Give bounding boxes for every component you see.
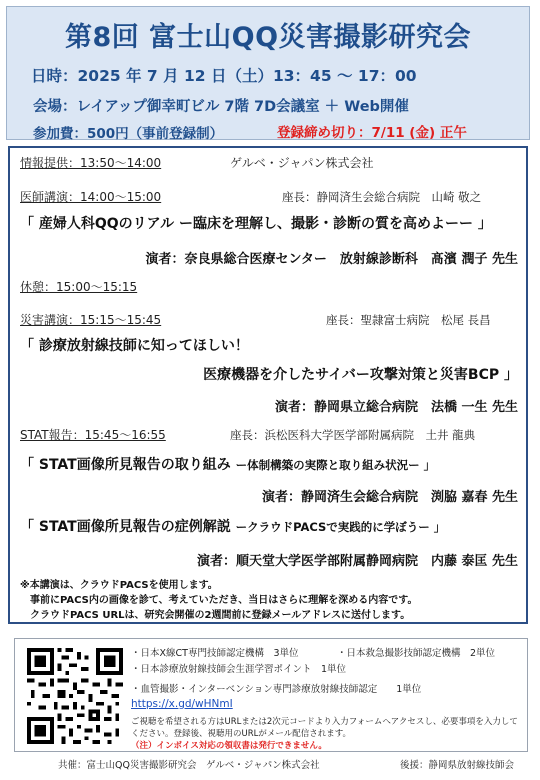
lecture4-title-sub: ークラウドPACSで実践的に学ぼうー 」 xyxy=(235,520,446,534)
lecture1-label: 医師講演：14:00～15:00 xyxy=(20,190,162,204)
event-venue: 会場：レイアップ御幸町ビル 7階 7D会議室 ＋ Web開催 xyxy=(33,99,409,115)
info-session-company: ゲルベ・ジャパン株式会社 xyxy=(230,156,374,170)
lecture3-title xyxy=(20,454,435,474)
note-line1: ※本講演は、クラウドPACSを使用します。 xyxy=(20,580,218,591)
footer-organizers: 共催：富士山QQ災害撮影研究会 ゲルベ・ジャパン株式会社 xyxy=(58,760,320,771)
lecture3-chair: 座長：浜松医科大学医学部附属病院 土井 龍典 xyxy=(230,428,476,442)
lecture4-title-main: 「 STAT画像所見報告の症例解説 xyxy=(20,519,231,535)
lecture3-speaker: 演者：静岡済生会総合病院 渕脇 嘉春 先生 xyxy=(261,490,518,505)
note-line3: クラウドPACS URLは、研究会開催の2週間前に登録メールアドレスに送付します。 xyxy=(30,610,411,621)
registration-desc-line2: ください。登録後、視聴用のURLがメール配信されます。 xyxy=(131,729,352,739)
note-line2: 事前にPACS内の画像を診て、考えていただき、当日はさらに理解を深める内容です。 xyxy=(30,595,418,606)
invoice-warning: （注）インボイス対応の領収書は発行できません。 xyxy=(131,741,327,751)
lecture1-chair: 座長：静岡済生会総合病院 山崎 敬之 xyxy=(282,190,482,204)
lecture3-title-main: 「 STAT画像所見報告の取り組み xyxy=(20,457,231,473)
lecture2-chair: 座長：聖隷富士病院 松尾 長昌 xyxy=(326,313,491,327)
footer-support: 後援：静岡県放射線技師会 xyxy=(400,760,515,771)
lecture2-speaker: 演者：静岡県立総合病院 法橋 一生 先生 xyxy=(274,400,518,415)
credit-angio: ・血管撮影・インターベンション専門診療放射線技師認定 1単位 xyxy=(131,684,422,695)
credit-ct: ・日本X線CT専門技師認定機構 3単位 xyxy=(131,648,299,659)
credit-lifelong: ・日本診療放射線技師会生涯学習ポイント 1単位 xyxy=(131,664,347,675)
lecture1-speaker: 演者：奈良県総合医療センター 放射線診断科 髙濱 潤子 先生 xyxy=(145,252,518,267)
lecture3-title-sub: ー体制構築の実際と取り組み状況ー 」 xyxy=(235,458,436,472)
credit-emergency: ・日本救急撮影技師認定機構 2単位 xyxy=(337,648,496,659)
registration-box xyxy=(14,638,528,752)
break-label: 休憩：15:00～15:15 xyxy=(20,280,138,294)
lecture4-title xyxy=(20,516,445,536)
info-session-label: 情報提供：13:50～14:00 xyxy=(20,156,162,170)
event-title: 第8回 富士山QQ災害撮影研究会 xyxy=(64,22,472,53)
lecture3-label: STAT報告：15:45～16:55 xyxy=(20,428,166,442)
registration-deadline: 登録締め切り：7/11 (金) 正午 xyxy=(277,125,467,141)
lecture2-label: 災害講演：15:15～15:45 xyxy=(20,313,162,327)
program-box xyxy=(8,146,528,624)
lecture2-title-line1: 「 診療放射線技師に知ってほしい！ xyxy=(20,338,249,354)
event-datetime: 日時：2025 年 7 月 12 日（土）13：45 ～ 17：00 xyxy=(31,67,417,85)
lecture2-title-line2: 医療機器を介したサイバー攻撃対策と災害BCP 」 xyxy=(203,367,518,383)
qr-code-icon[interactable] xyxy=(27,648,123,744)
registration-desc-line1: ご視聴を希望される方はURLまたは2次元コードより入力フォームへアクセスし、必要事項を入力して xyxy=(131,717,518,727)
registration-link[interactable]: https://x.gd/wHNmI xyxy=(131,698,233,710)
event-fee: 参加費：500円（事前登録制） xyxy=(33,126,224,142)
header-panel xyxy=(6,6,530,140)
lecture1-title: 「 産婦人科QQのリアル ー臨床を理解し、撮影・診断の質を高めよーー 」 xyxy=(20,216,492,232)
lecture4-speaker: 演者：順天堂大学医学部附属静岡病院 内藤 泰匡 先生 xyxy=(196,554,518,569)
